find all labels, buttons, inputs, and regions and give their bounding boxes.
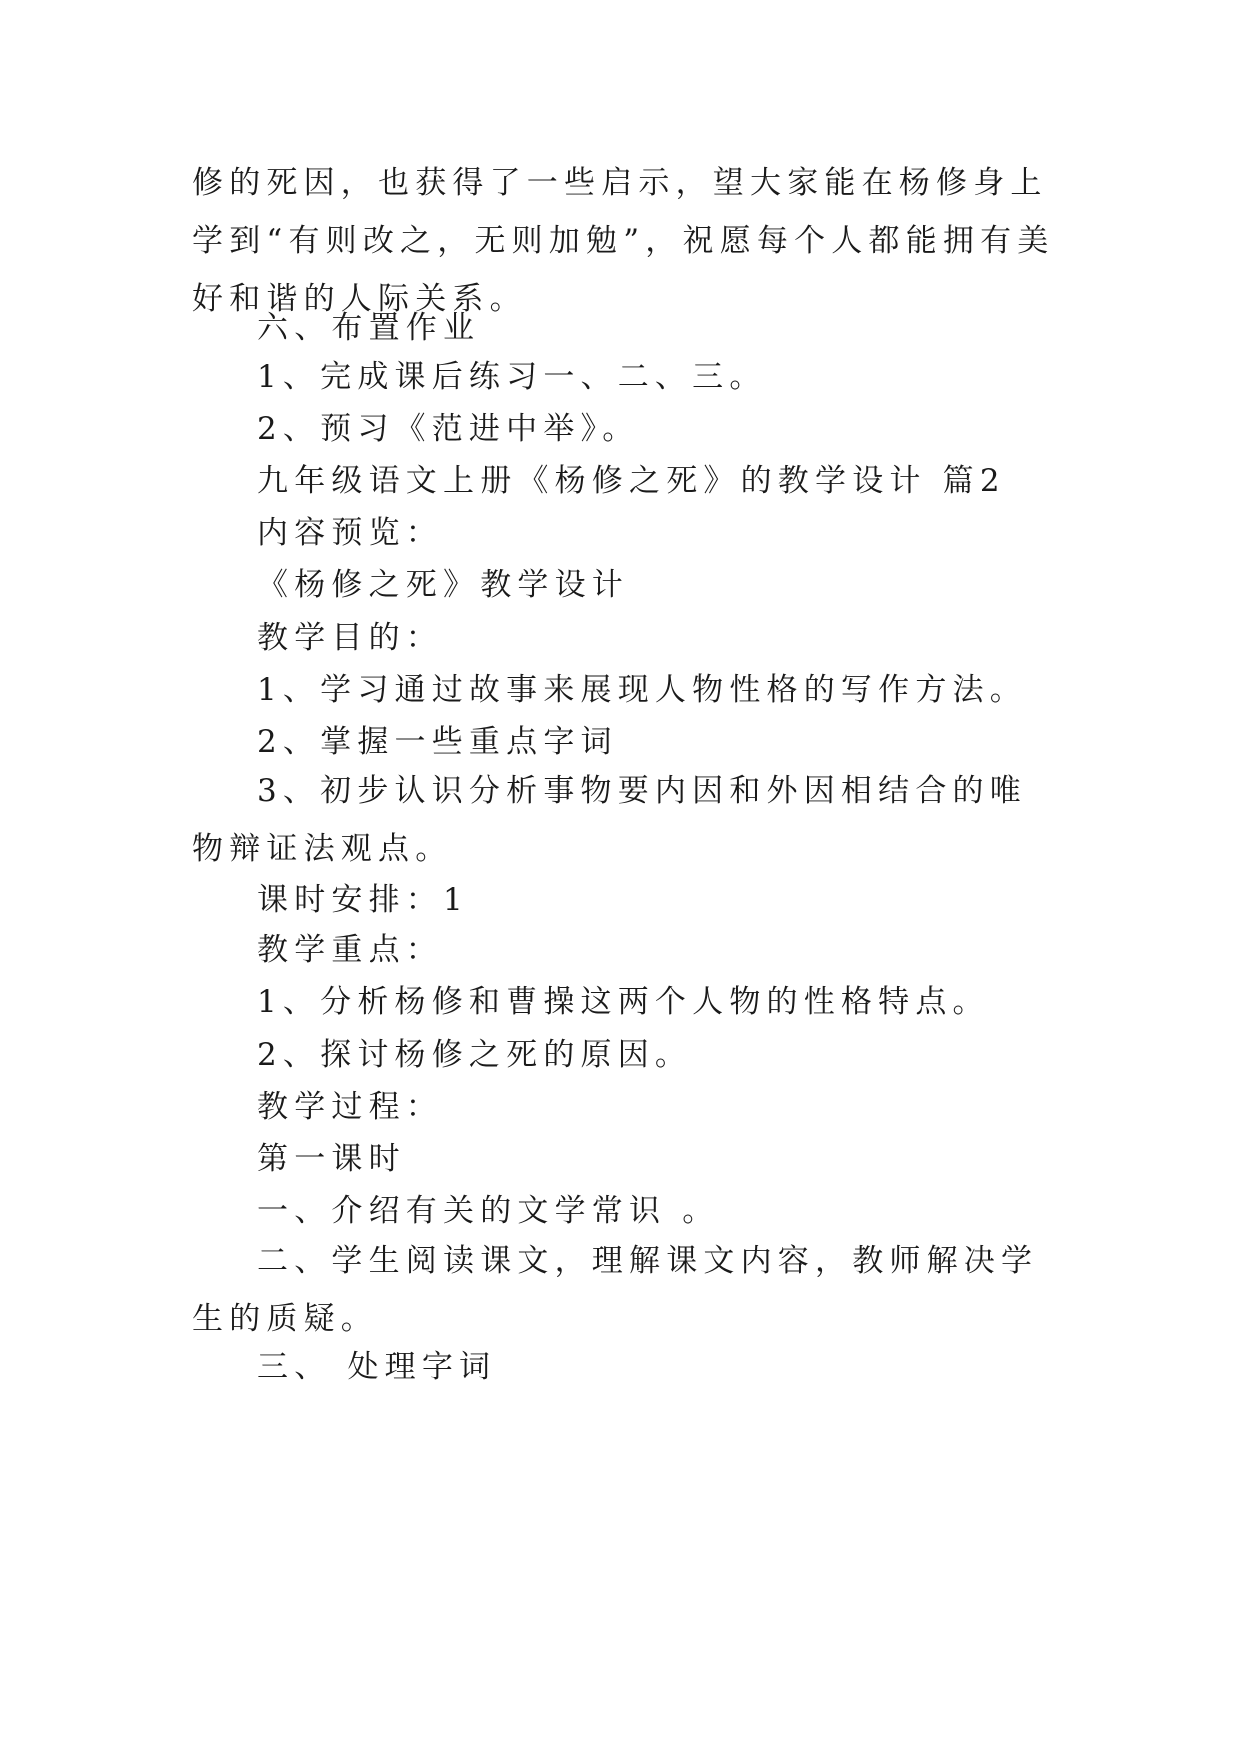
class-hours: 课时安排：1 (257, 882, 469, 918)
list-item-homework-2: 2、预习《范进中举》。 (257, 411, 640, 447)
heading-key-points: 教学重点： (257, 932, 443, 968)
section-title: 九年级语文上册《杨修之死》的教学设计 篇2 (257, 463, 1006, 499)
list-item-homework-1: 1、完成课后练习一、二、三。 (257, 359, 767, 395)
step-3: 三、 处理字词 (257, 1349, 497, 1385)
doc-title: 《杨修之死》教学设计 (257, 567, 629, 603)
heading-teaching-goals: 教学目的： (257, 620, 443, 656)
heading-homework: 六、布置作业 (257, 310, 481, 346)
first-lesson: 第一课时 (257, 1141, 406, 1177)
heading-teaching-process: 教学过程： (257, 1089, 443, 1125)
list-item-goal-3: 3、初步认识分析事物要内因和外因相结合的唯物辩证法观点。 (192, 773, 1027, 867)
list-item-key-2: 2、探讨杨修之死的原因。 (257, 1037, 693, 1073)
step-1: 一、介绍有关的文学常识 。 (257, 1193, 720, 1229)
label-content-preview: 内容预览： (257, 515, 443, 551)
paragraph-conclusion: 修的死因，也获得了一些启示，望大家能在杨修身上学到“有则改之，无则加勉”，祝愿每个人都能拥有美好和谐的人际关系。 (192, 165, 1055, 317)
list-item-goal-1: 1、学习通过故事来展现人物性格的写作方法。 (257, 672, 1027, 708)
step-2: 二、学生阅读课文，理解课文内容，教师解决学生的质疑。 (192, 1243, 1039, 1337)
list-item-key-1: 1、分析杨修和曹操这两个人物的性格特点。 (257, 984, 990, 1020)
list-item-goal-2: 2、掌握一些重点字词 (257, 724, 618, 760)
